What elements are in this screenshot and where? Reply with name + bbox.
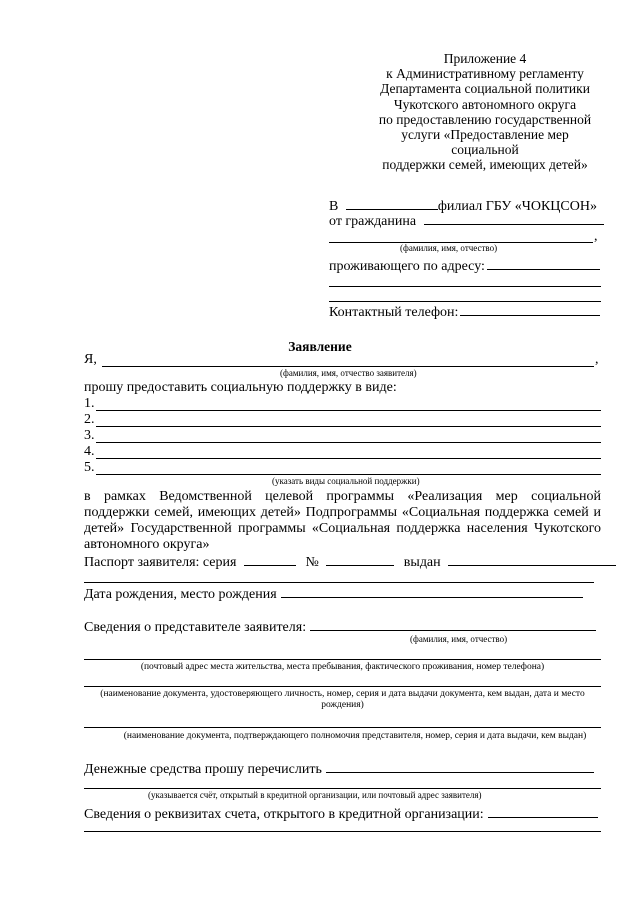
rep-fio-hint: (фамилия, имя, отчество)	[410, 634, 508, 644]
appendix-line: социальной	[451, 142, 519, 158]
residing-row	[329, 257, 600, 275]
money-label: Денежные средства прошу перечислить	[84, 762, 322, 777]
money-row	[84, 760, 594, 778]
residing-label: проживающего по адресу:	[329, 259, 485, 274]
appendix-line: по предоставлению государственной	[378, 111, 592, 127]
branch-name: филиал ГБУ «ЧОКЦСОН»	[437, 199, 597, 214]
item-number: 1.	[84, 396, 95, 411]
money-transfer-field[interactable]	[326, 760, 594, 773]
birth-field[interactable]	[281, 585, 583, 598]
rep-power-field[interactable]	[84, 727, 601, 728]
rep-address-hint: (почтовый адрес места жительства, места пребывания, фактического проживания, номер телефона)	[140, 662, 545, 672]
requisites-row	[84, 805, 598, 823]
representative-row	[84, 618, 596, 636]
passport-number-field[interactable]	[326, 553, 394, 566]
address-field-2[interactable]	[329, 286, 601, 287]
support-kind-field-5[interactable]	[96, 474, 601, 475]
passport-issued-field[interactable]	[448, 553, 616, 566]
passport-issued-label: выдан	[403, 555, 441, 570]
support-kind-field-4[interactable]	[96, 458, 601, 459]
passport-series-field[interactable]	[244, 553, 296, 566]
rep-document-field[interactable]	[84, 686, 601, 687]
support-kind-field-3[interactable]	[96, 442, 601, 443]
from-citizen-label: от гражданина	[329, 214, 417, 229]
i-label: Я,	[84, 352, 97, 367]
address-field[interactable]	[487, 257, 600, 270]
passport-label: Паспорт заявителя: серия	[84, 555, 237, 570]
item-number: 3.	[84, 428, 95, 443]
appendix-line: Чукотского автономного округа	[393, 96, 577, 112]
appendix-line: Приложение 4	[443, 51, 527, 66]
account-hint: (указывается счёт, открытый в кредитной организации, или почтовый адрес заявителя)	[148, 790, 482, 800]
phone-field[interactable]	[460, 303, 600, 316]
appendix-line: услуги «Предоставление мер	[401, 127, 569, 143]
fio-hint: (фамилия, имя, отчество)	[400, 243, 498, 253]
birth-label: Дата рождения, место рождения	[84, 587, 277, 602]
requisites-field[interactable]	[488, 805, 598, 818]
branch-blank-field[interactable]	[346, 197, 438, 210]
appendix-line: к Административному регламенту	[386, 66, 584, 82]
item-number: 5.	[84, 460, 95, 475]
applicant-name-field[interactable]	[102, 366, 594, 367]
appendix-line: поддержки семей, имеющих детей»	[382, 157, 588, 173]
requisites-field-2[interactable]	[84, 831, 601, 832]
passport-issued-field-2[interactable]	[84, 582, 594, 583]
rep-address-field[interactable]	[84, 659, 601, 660]
representative-label: Сведения о представителе заявителя:	[84, 620, 307, 635]
passport-number-label: №	[305, 555, 319, 570]
address-field-3[interactable]	[329, 301, 601, 302]
item-number: 2.	[84, 412, 95, 427]
representative-name-field[interactable]	[310, 618, 596, 631]
program-paragraph: в рамках Ведомственной целевой программы «Реализация мер социальной поддержки семей, имеющих детей» Подпрограммы «Социальная поддержка семей и детей» Государственной программы «Социальная поддержка населения Чукотского автономного округа»	[84, 489, 601, 552]
comma: ,	[594, 229, 598, 244]
support-kinds-hint: (указать виды социальной поддержки)	[272, 476, 420, 486]
passport-row	[84, 553, 616, 571]
request-text: прошу предоставить социальную поддержку в виде:	[84, 380, 397, 395]
account-field[interactable]	[84, 788, 601, 789]
appendix-line: Департамента социальной политики	[380, 81, 590, 97]
item-number: 4.	[84, 444, 95, 459]
support-kind-field-2[interactable]	[96, 426, 601, 427]
birth-row	[84, 585, 583, 603]
applicant-fio-hint: (фамилия, имя, отчество заявителя)	[280, 368, 417, 378]
citizen-name-field[interactable]	[424, 212, 604, 225]
statement-title: Заявление	[288, 339, 352, 354]
phone-row	[329, 303, 600, 321]
from-citizen-row	[329, 212, 604, 230]
addressee-to-label: В	[329, 199, 339, 214]
rep-document-hint: (наименование документа, удостоверяющего личность, номер, серия и дата выдачи документа, кем выдан, дата и место рождения)	[100, 689, 585, 710]
comma: ,	[595, 352, 599, 367]
support-kind-field-1[interactable]	[96, 410, 601, 411]
requisites-label: Сведения о реквизитах счета, открытого в кредитной организации:	[84, 807, 484, 822]
appendix-header	[360, 51, 610, 173]
phone-label: Контактный телефон:	[329, 305, 459, 320]
rep-power-hint: (наименование документа, подтверждающего полномочия представителя, номер, серия и дата выдачи, кем выдан)	[123, 731, 587, 741]
